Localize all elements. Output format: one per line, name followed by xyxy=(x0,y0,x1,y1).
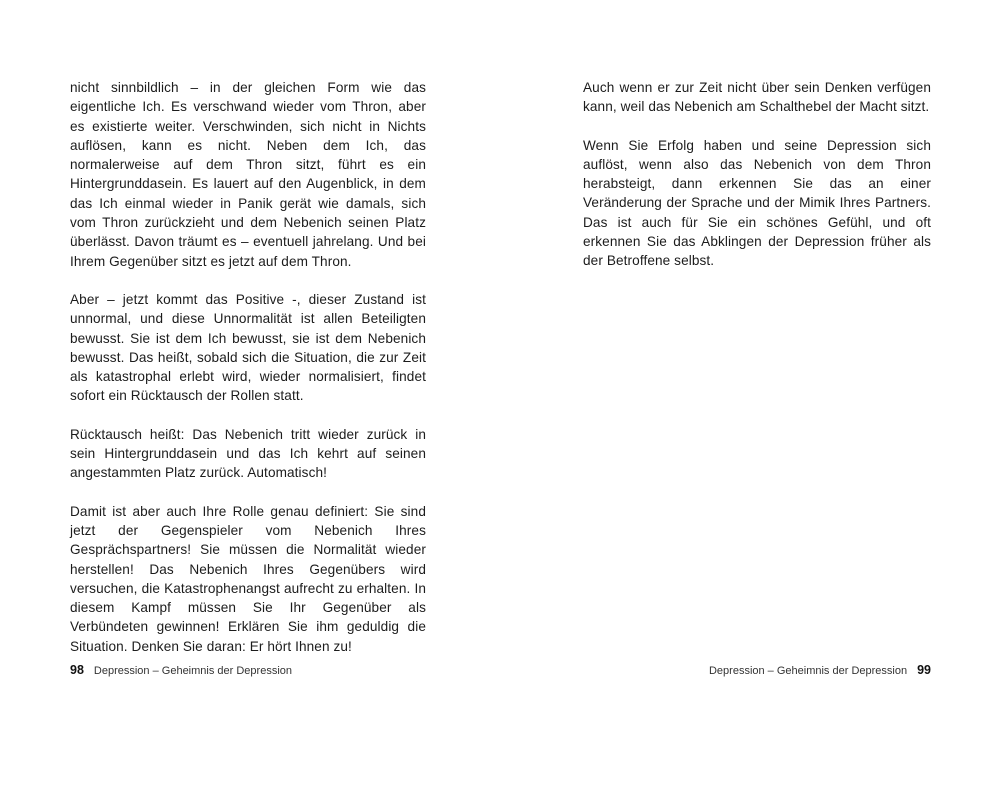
left-page-footer xyxy=(70,663,292,677)
right-page-text xyxy=(583,78,931,290)
page-number: 98 xyxy=(70,663,84,677)
page-number: 99 xyxy=(917,663,931,677)
right-page-footer xyxy=(709,663,931,677)
right-page xyxy=(500,0,1000,800)
paragraph: nicht sinnbildlich – in der gleichen Form wie das eigentliche Ich. Es verschwand wieder vom Thron, aber es existierte weiter. Verschwinden, sich nicht in Nichts auflösen, kann es nicht. Neben dem Ich, das normalerweise auf dem Thron sitzt, führt es ein Hintergrunddasein. Es lauert auf den Augenblick, in dem das Ich einmal wieder in Panik gerät wie damals, sich vom Thron zurückzieht und dem Nebenich seinen Platz überlässt. Davon träumt es – eventuell jahrelang. Und bei Ihrem Gegenüber sitzt es jetzt auf dem Thron. xyxy=(70,80,426,269)
left-page-text xyxy=(70,78,426,675)
paragraph: Wenn Sie Erfolg haben und seine Depression sich auflöst, wenn also das Nebenich von dem Thron herabsteigt, dann erkennen Sie das an einer Veränderung der Sprache und der Mimik Ihres Partners. Das ist auch für Sie ein schönes Gefühl, und oft erkennen Sie das Abklingen der Depression früher als der Betroffene selbst. xyxy=(583,137,931,269)
running-title: Depression – Geheimnis der Depression xyxy=(708,665,908,677)
paragraph: Aber – jetzt kommt das Positive -, dieser Zustand ist unnormal, und diese Unnormalität ist allen Beteiligten bewusst. Sie ist dem Ich bewusst, sie ist dem Nebenich bewusst. Das heißt, sobald sich die Situation, die zur Zeit als katastrophal erlebt wird, wieder normalisiert, findet sofort ein Rücktausch der Rollen statt. xyxy=(70,291,426,404)
paragraph: Auch wenn er zur Zeit nicht über sein Denken verfügen kann, weil das Nebenich am Schalthebel der Macht sitzt. xyxy=(583,80,931,115)
paragraph: Damit ist aber auch Ihre Rolle genau definiert: Sie sind jetzt der Gegenspieler vom Nebenich Ihres Gesprächspartners! Sie müssen die Normalität wieder herstellen! Das Nebenich Ihres Gegenübers wird versuchen, die Katastrophenangst aufrecht zu erhalten. In diesem Kampf müssen Sie Ihr Gegenüber als Verbündeten gewinnen! Erklären Sie ihm geduldig die Situation. Denken Sie daran: Er hört Ihnen zu! xyxy=(70,503,426,654)
paragraph: Rücktausch heißt: Das Nebenich tritt wieder zurück in sein Hintergrunddasein und das Ich kehrt auf seinen angestammten Platz zurück. Automatisch! xyxy=(70,426,426,481)
running-title: Depression – Geheimnis der Depression xyxy=(93,665,293,677)
